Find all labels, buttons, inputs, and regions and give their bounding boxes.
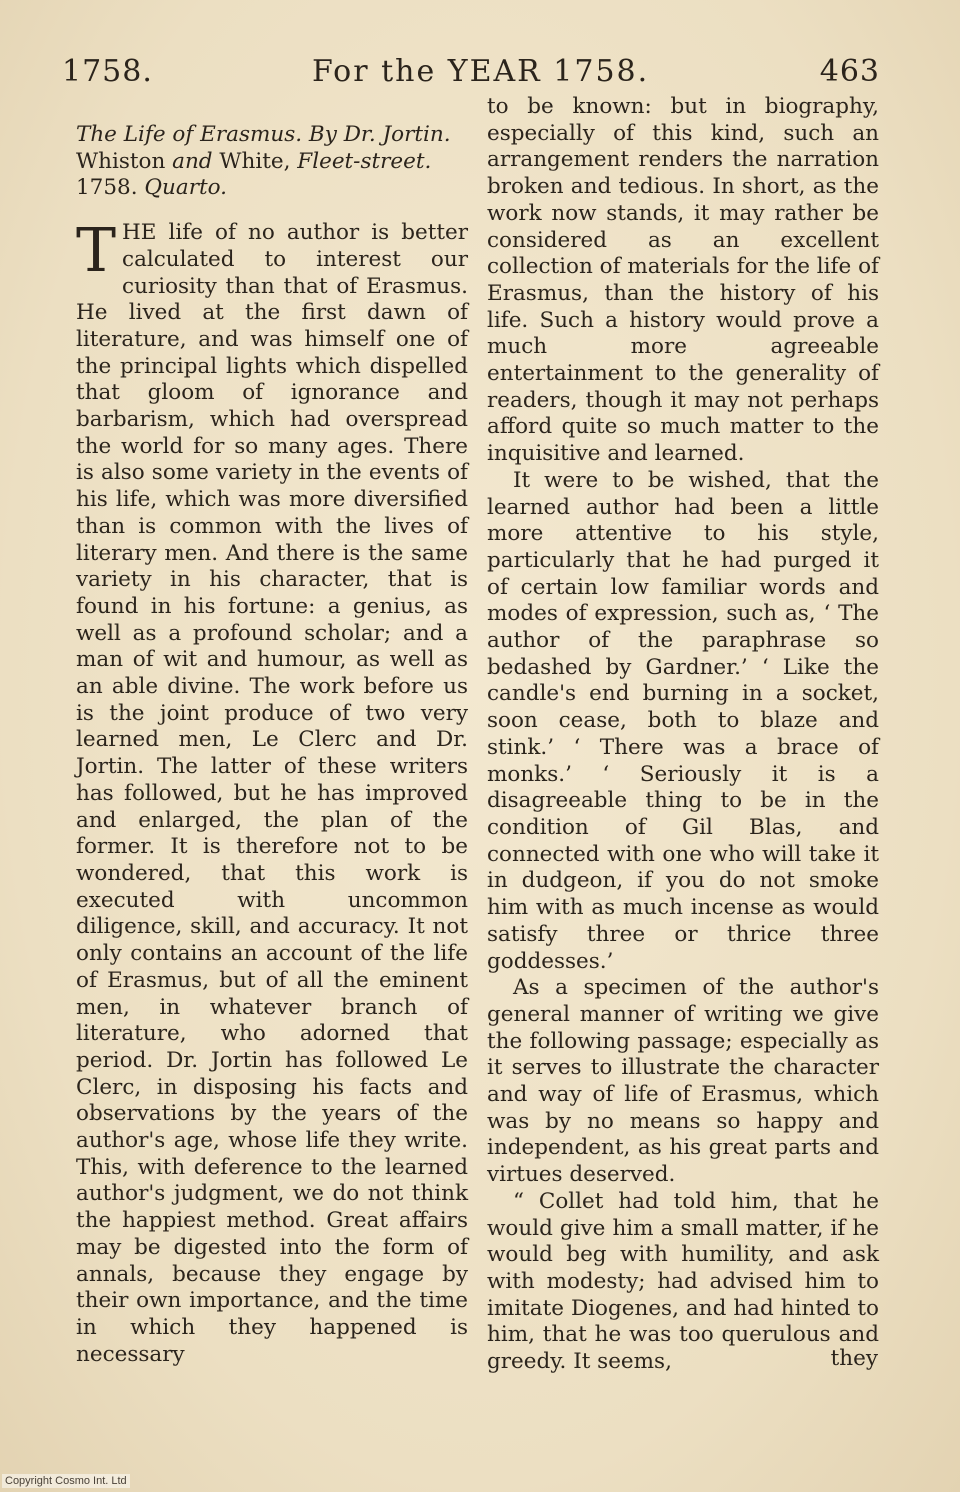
title-line-2: Whiston and White, Fleet-street.	[76, 148, 432, 174]
title-line-1: The Life of Erasmus. By Dr. Jortin.	[76, 122, 451, 147]
header-title: For the YEAR 1758.	[312, 54, 650, 89]
paragraph-1-continued: to be known: but in biography, especially of this kind, such an arrangement renders the narration broken and tedious. In short, as the work now stands, it may rather be considered as an excellent collection of materials for the life of Erasmus, than the history of his life. Such a history would prove a much more agreeable entertainment to the generality of readers, though it may not perhaps afford quite so much matter to the inquisitive and learned.	[487, 94, 879, 467]
title-line-3: 1758. Quarto.	[76, 175, 228, 201]
running-header	[0, 54, 960, 94]
page-number: 463	[819, 54, 880, 89]
paragraph-1	[76, 216, 468, 1368]
header-year: 1758.	[62, 54, 153, 89]
paragraph-4: “ Collet had told him, that he would give him a small matter, if he would beg with humility, and ask with modesty; had advised him to imitate Diogenes, and had hinted to him, that he was too querulous and greedy. It seems,	[487, 1188, 879, 1375]
copyright-notice: Copyright Cosmo Int. Ltd	[2, 1474, 130, 1488]
left-column	[76, 122, 468, 1368]
drop-cap: T	[76, 216, 117, 287]
paragraph-3: As a specimen of the author's general manner of writing we give the following passage; especially as it serves to illustrate the character and way of life of Erasmus, which was by no means so happy and independent, as his great parts and virtues deserved.	[487, 975, 879, 1188]
paragraph-1-text: HE life of no author is better calculated to interest our curiosity than that of Erasmus. He lived at the first dawn of literature, and was himself one of the principal lights which dispelled that gloom of ignorance and barbarism, which had overspread the world for so many ages. There is also some variety in the events of his life, which was more diversified than is common with the lives of literary men. And there is the same variety in his character, that is found in his fortune: a genius, as well as a profound scholar; and a man of wit and humour, as well as an able divine. The work before us is the joint produce of two very learned men, Le Clerc and Dr. Jortin. The latter of these writers has followed, but he has improved and enlarged, the plan of the former. It is therefore not to be wondered, that this work is executed with uncommon diligence, skill, and accuracy. It not only contains an account of the life of Erasmus, but of all the eminent men, in whatever branch of literature, who adorned that period. Dr. Jortin has followed Le Clerc, in disposing his facts and observations by the years of the author's age, whose life they write. This, with deference to the learned author's judgment, we do not think the happiest method. Great affairs may be digested into the form of annals, because they engage by their own importance, and the time in which they happened is necessary	[76, 220, 468, 1367]
paragraph-2: It were to be wished, that the learned author had been a little more attentive to his style, particularly that he had purged it of certain low familiar words and modes of expression, such as, ‘ The author of the paraphrase so bedashed by Gardner.’ ‘ Like the candle's end burning in a socket, soon cease, both to blaze and stink.’ ‘ There was a brace of monks.’ ‘ Seriously it is a disagreeable thing to be in the condition of Gil Blas, and connected with one who will take it in dudgeon, if you do not smoke him with as much incense as would satisfy three or thrice three goddesses.’	[487, 467, 879, 974]
article-title	[76, 122, 468, 202]
right-column	[487, 94, 879, 1376]
catchword: they	[830, 1346, 878, 1371]
